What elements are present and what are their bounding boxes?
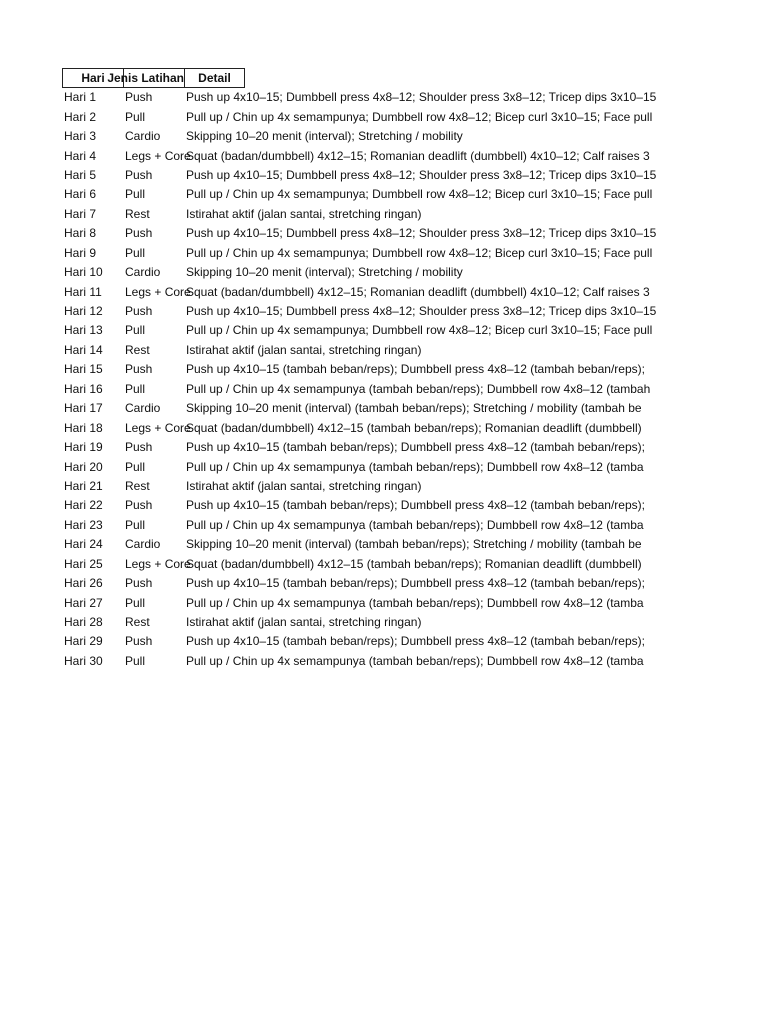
cell-hari[interactable]: Hari 17 xyxy=(64,401,103,416)
table-row xyxy=(62,88,669,107)
table-row xyxy=(62,360,669,379)
table-row xyxy=(62,516,669,535)
cell-hari[interactable]: Hari 4 xyxy=(64,148,97,163)
table-row xyxy=(62,302,669,321)
cell-hari[interactable]: Hari 12 xyxy=(64,304,103,319)
cell-jenis-latihan[interactable]: Push xyxy=(125,634,153,649)
cell-hari[interactable]: Hari 27 xyxy=(64,595,103,610)
table-row xyxy=(62,166,669,185)
cell-detail[interactable]: Push up 4x10–15; Dumbbell press 4x8–12; Shoulder press 3x8–12; Tricep dips 3x10–15 xyxy=(186,90,657,105)
cell-hari[interactable]: Hari 28 xyxy=(64,615,103,630)
cell-hari[interactable]: Hari 7 xyxy=(64,206,97,221)
table-row xyxy=(62,224,669,243)
cell-detail[interactable]: Push up 4x10–15 (tambah beban/reps); Dumbbell press 4x8–12 (tambah beban/reps); xyxy=(186,362,645,377)
cell-jenis-latihan[interactable]: Rest xyxy=(125,206,150,221)
cell-detail[interactable]: Squat (badan/dumbbell) 4x12–15; Romanian deadlift (dumbbell) 4x10–12; Calf raises 3 xyxy=(186,284,650,299)
table-row xyxy=(62,146,669,165)
cell-jenis-latihan[interactable]: Legs + Core xyxy=(125,420,191,435)
cell-jenis-latihan[interactable]: Rest xyxy=(125,615,150,630)
cell-jenis-latihan[interactable]: Push xyxy=(125,440,153,455)
table-row xyxy=(62,321,669,340)
cell-hari[interactable]: Hari 19 xyxy=(64,440,103,455)
cell-hari[interactable]: Hari 8 xyxy=(64,226,97,241)
cell-hari[interactable]: Hari 2 xyxy=(64,109,97,124)
cell-detail[interactable]: Istirahat aktif (jalan santai, stretching ringan) xyxy=(186,478,422,493)
cell-detail[interactable]: Istirahat aktif (jalan santai, stretching ringan) xyxy=(186,206,422,221)
cell-jenis-latihan[interactable]: Cardio xyxy=(125,265,161,280)
table-row xyxy=(62,535,669,554)
cell-hari[interactable]: Hari 6 xyxy=(64,187,97,202)
cell-hari[interactable]: Hari 13 xyxy=(64,323,103,338)
cell-detail[interactable]: Pull up / Chin up 4x semampunya; Dumbbell row 4x8–12; Bicep curl 3x10–15; Face pull xyxy=(186,245,653,260)
cell-detail[interactable]: Push up 4x10–15 (tambah beban/reps); Dumbbell press 4x8–12 (tambah beban/reps); xyxy=(186,498,645,513)
cell-detail[interactable]: Push up 4x10–15 (tambah beban/reps); Dumbbell press 4x8–12 (tambah beban/reps); xyxy=(186,634,645,649)
table-row xyxy=(62,341,669,360)
cell-detail[interactable]: Skipping 10–20 menit (interval) (tambah beban/reps); Stretching / mobility (tambah be xyxy=(186,401,642,416)
cell-jenis-latihan[interactable]: Pull xyxy=(125,245,146,260)
cell-hari[interactable]: Hari 18 xyxy=(64,420,103,435)
cell-hari[interactable]: Hari 26 xyxy=(64,576,103,591)
cell-detail[interactable]: Pull up / Chin up 4x semampunya (tambah beban/reps); Dumbbell row 4x8–12 (tamba xyxy=(186,653,644,668)
cell-jenis-latihan[interactable]: Legs + Core xyxy=(125,148,191,163)
table-row xyxy=(62,205,669,224)
header-detail[interactable]: Detail xyxy=(184,68,245,88)
cell-jenis-latihan[interactable]: Pull xyxy=(125,459,146,474)
table-row xyxy=(62,263,669,282)
table-row xyxy=(62,652,669,671)
cell-jenis-latihan[interactable]: Pull xyxy=(125,109,146,124)
cell-jenis-latihan[interactable]: Push xyxy=(125,226,153,241)
cell-jenis-latihan[interactable]: Push xyxy=(125,576,153,591)
cell-hari[interactable]: Hari 10 xyxy=(64,265,103,280)
cell-jenis-latihan[interactable]: Pull xyxy=(125,323,146,338)
cell-detail[interactable]: Squat (badan/dumbbell) 4x12–15 (tambah beban/reps); Romanian deadlift (dumbbell) xyxy=(186,556,642,571)
cell-detail[interactable]: Squat (badan/dumbbell) 4x12–15 (tambah beban/reps); Romanian deadlift (dumbbell) xyxy=(186,420,642,435)
cell-hari[interactable]: Hari 1 xyxy=(64,90,97,105)
cell-hari[interactable]: Hari 3 xyxy=(64,129,97,144)
cell-hari[interactable]: Hari 15 xyxy=(64,362,103,377)
table-row xyxy=(62,632,669,651)
cell-jenis-latihan[interactable]: Cardio xyxy=(125,537,161,552)
cell-jenis-latihan[interactable]: Pull xyxy=(125,595,146,610)
header-hari[interactable]: Hari xyxy=(62,68,123,88)
cell-jenis-latihan[interactable]: Push xyxy=(125,167,153,182)
table-row xyxy=(62,555,669,574)
cell-detail[interactable]: Push up 4x10–15 (tambah beban/reps); Dumbbell press 4x8–12 (tambah beban/reps); xyxy=(186,576,645,591)
cell-jenis-latihan[interactable]: Pull xyxy=(125,187,146,202)
cell-jenis-latihan[interactable]: Push xyxy=(125,304,153,319)
table-row xyxy=(62,613,669,632)
cell-jenis-latihan[interactable]: Push xyxy=(125,90,153,105)
cell-hari[interactable]: Hari 24 xyxy=(64,537,103,552)
cell-hari[interactable]: Hari 29 xyxy=(64,634,103,649)
cell-detail[interactable]: Push up 4x10–15 (tambah beban/reps); Dumbbell press 4x8–12 (tambah beban/reps); xyxy=(186,440,645,455)
cell-jenis-latihan[interactable]: Legs + Core xyxy=(125,556,191,571)
cell-detail[interactable]: Pull up / Chin up 4x semampunya (tambah beban/reps); Dumbbell row 4x8–12 (tamba xyxy=(186,517,644,532)
table-row xyxy=(62,185,669,204)
cell-detail[interactable]: Pull up / Chin up 4x semampunya; Dumbbell row 4x8–12; Bicep curl 3x10–15; Face pull xyxy=(186,323,653,338)
table-row xyxy=(62,380,669,399)
cell-hari[interactable]: Hari 22 xyxy=(64,498,103,513)
table-body xyxy=(62,88,669,671)
cell-jenis-latihan[interactable]: Legs + Core xyxy=(125,284,191,299)
cell-jenis-latihan[interactable]: Push xyxy=(125,498,153,513)
cell-jenis-latihan[interactable]: Pull xyxy=(125,653,146,668)
table-row xyxy=(62,244,669,263)
cell-hari[interactable]: Hari 14 xyxy=(64,342,103,357)
cell-hari[interactable]: Hari 5 xyxy=(64,167,97,182)
cell-hari[interactable]: Hari 20 xyxy=(64,459,103,474)
cell-detail[interactable]: Skipping 10–20 menit (interval); Stretching / mobility xyxy=(186,129,463,144)
table-row xyxy=(62,496,669,515)
cell-detail[interactable]: Skipping 10–20 menit (interval); Stretching / mobility xyxy=(186,265,463,280)
cell-jenis-latihan[interactable]: Pull xyxy=(125,517,146,532)
cell-jenis-latihan[interactable]: Rest xyxy=(125,342,150,357)
cell-detail[interactable]: Push up 4x10–15; Dumbbell press 4x8–12; Shoulder press 3x8–12; Tricep dips 3x10–15 xyxy=(186,167,657,182)
table-row xyxy=(62,399,669,418)
cell-detail[interactable]: Skipping 10–20 menit (interval) (tambah beban/reps); Stretching / mobility (tambah be xyxy=(186,537,642,552)
table-row xyxy=(62,107,669,126)
cell-hari[interactable]: Hari 30 xyxy=(64,653,103,668)
cell-jenis-latihan[interactable]: Rest xyxy=(125,478,150,493)
cell-hari[interactable]: Hari 23 xyxy=(64,517,103,532)
cell-hari[interactable]: Hari 25 xyxy=(64,556,103,571)
cell-detail[interactable]: Pull up / Chin up 4x semampunya (tambah beban/reps); Dumbbell row 4x8–12 (tamba xyxy=(186,459,644,474)
cell-detail[interactable]: Pull up / Chin up 4x semampunya; Dumbbell row 4x8–12; Bicep curl 3x10–15; Face pull xyxy=(186,187,653,202)
cell-detail[interactable]: Push up 4x10–15; Dumbbell press 4x8–12; Shoulder press 3x8–12; Tricep dips 3x10–15 xyxy=(186,226,657,241)
cell-hari[interactable]: Hari 11 xyxy=(64,284,102,299)
cell-hari[interactable]: Hari 21 xyxy=(64,478,103,493)
cell-hari[interactable]: Hari 16 xyxy=(64,381,103,396)
header-jenis-latihan[interactable] xyxy=(107,68,184,88)
cell-detail[interactable]: Pull up / Chin up 4x semampunya; Dumbbell row 4x8–12; Bicep curl 3x10–15; Face pull xyxy=(186,109,653,124)
cell-detail[interactable]: Istirahat aktif (jalan santai, stretching ringan) xyxy=(186,615,422,630)
cell-hari[interactable]: Hari 9 xyxy=(64,245,97,260)
table-row xyxy=(62,457,669,476)
table-row xyxy=(62,127,669,146)
header-jenis-latihan-label: Jenis Latihan xyxy=(107,71,184,85)
spreadsheet-table xyxy=(62,68,669,671)
table-header-row xyxy=(62,68,669,88)
cell-jenis-latihan[interactable]: Cardio xyxy=(125,401,161,416)
table-row xyxy=(62,282,669,301)
cell-detail[interactable]: Squat (badan/dumbbell) 4x12–15; Romanian deadlift (dumbbell) 4x10–12; Calf raises 3 xyxy=(186,148,650,163)
table-row xyxy=(62,418,669,437)
cell-jenis-latihan[interactable]: Push xyxy=(125,362,153,377)
cell-detail[interactable]: Pull up / Chin up 4x semampunya (tambah beban/reps); Dumbbell row 4x8–12 (tambah xyxy=(186,381,651,396)
table-row xyxy=(62,477,669,496)
table-row xyxy=(62,438,669,457)
cell-detail[interactable]: Pull up / Chin up 4x semampunya (tambah beban/reps); Dumbbell row 4x8–12 (tamba xyxy=(186,595,644,610)
cell-detail[interactable]: Push up 4x10–15; Dumbbell press 4x8–12; Shoulder press 3x8–12; Tricep dips 3x10–15 xyxy=(186,304,657,319)
cell-jenis-latihan[interactable]: Cardio xyxy=(125,129,161,144)
cell-detail[interactable]: Istirahat aktif (jalan santai, stretching ringan) xyxy=(186,342,422,357)
table-row xyxy=(62,574,669,593)
table-row xyxy=(62,593,669,612)
cell-jenis-latihan[interactable]: Pull xyxy=(125,381,146,396)
